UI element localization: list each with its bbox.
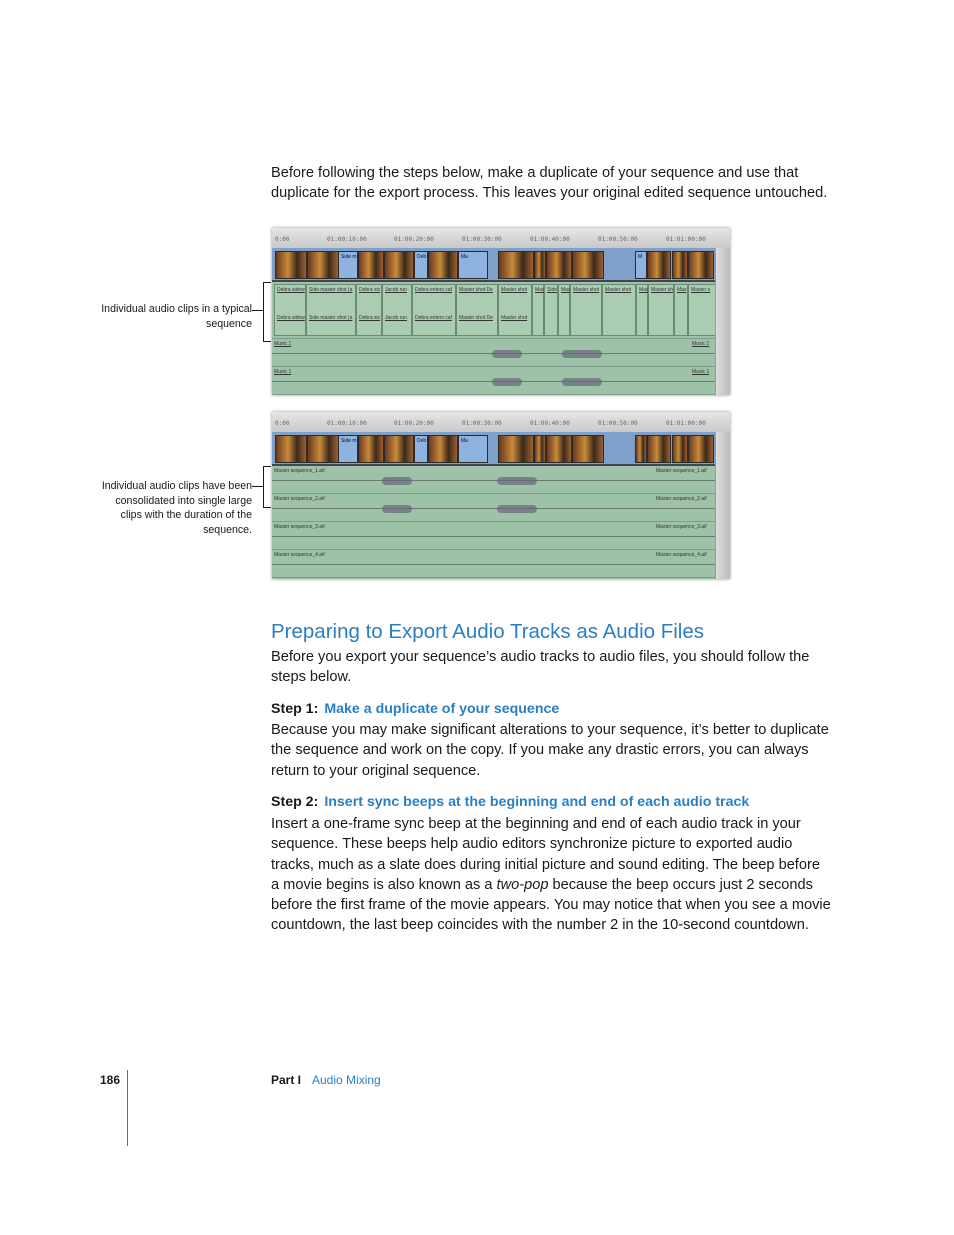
audio-clip: Master s — [688, 284, 716, 336]
video-clip — [534, 435, 546, 463]
video-clip — [275, 435, 307, 463]
audio-clip: Mas — [532, 284, 544, 336]
music-track-b: Music 1 Music 1 — [272, 367, 730, 395]
video-clip — [672, 251, 688, 279]
timeline-ruler: 0:00 01:00:10:00 01:00:20:00 01:00:30:00 01:00:40:00 01:00:50:00 01:01:00:00 — [272, 412, 730, 433]
video-clip — [635, 435, 647, 463]
video-clip — [534, 251, 546, 279]
video-clip — [358, 251, 384, 279]
figure1-callout: Individual audio clips in a typical sequence — [101, 303, 252, 330]
video-clip — [546, 251, 572, 279]
video-clip: M — [635, 251, 647, 279]
consolidated-track-1: Master sequence_1.aif Master sequence_1.aif — [272, 466, 730, 494]
audio-clip: Side — [544, 284, 558, 336]
video-clip: Ma — [458, 435, 488, 463]
page-number: 186 — [100, 1073, 121, 1087]
video-clip — [546, 435, 572, 463]
step-number: Step 1: — [271, 701, 319, 717]
timeline-scrollbar — [715, 248, 730, 395]
footer-part: Part I — [271, 1073, 302, 1087]
video-clip — [358, 435, 384, 463]
video-clip — [572, 435, 604, 463]
video-clip — [384, 251, 414, 279]
audio-clip: Master shot Master shot — [498, 284, 532, 336]
video-clip — [688, 435, 714, 463]
consolidated-track-4: Master sequence_4.aif Master sequence_4.aif — [272, 550, 730, 578]
video-clip — [307, 435, 339, 463]
audio-clip: Jacob run Jacob run — [382, 284, 412, 336]
audio-clip: Debra sic Debra sic — [356, 284, 382, 336]
timeline-ruler: 0:00 01:00:10:00 01:00:20:00 01:00:30:00 01:00:40:00 01:00:50:00 01:01:00:00 — [272, 228, 730, 249]
timeline-scrollbar — [715, 432, 730, 579]
video-clip: Side m — [338, 251, 358, 279]
video-clip — [498, 435, 534, 463]
music-track-a: Music 1 Music 1 — [272, 339, 730, 367]
video-clip: Side m — [338, 435, 358, 463]
step-2-body: Insert a one-frame sync beep at the beginning and end of each audio track in your sequence. These beeps help audio editors synchronize picture to exported audio tracks, much as a slate does during initial picture and sound editing. The beep before a movie begins is also known as a two-pop because the beep occurs just 2 seconds before the first frame of the movie appears. You may notice that when you see a movie countdown, the last beep coincides with the number 2 in the 10-second countdown. — [271, 816, 831, 934]
video-clip — [498, 251, 534, 279]
audio-clip: Master shot De Master shot De — [456, 284, 498, 336]
video-clip — [647, 435, 671, 463]
figure2-bracket — [263, 466, 271, 508]
audio-clip: Mas — [636, 284, 648, 336]
audio-clip: Side master shot (a Side master shot (a — [306, 284, 356, 336]
video-track — [272, 432, 730, 466]
video-clip — [307, 251, 339, 279]
consolidated-track-3: Master sequence_3.aif Master sequence_3.aif — [272, 522, 730, 550]
video-clip — [688, 251, 714, 279]
figure2-callout: Individual audio clips have been consolidated into single large clips with the duration of the sequence. — [101, 480, 252, 536]
audio-clip: Master shot — [570, 284, 602, 336]
audio-clip: Debra sidew Debra sidew — [274, 284, 306, 336]
video-clip: Deb — [414, 251, 428, 279]
section-heading: Preparing to Export Audio Tracks as Audio Files — [271, 620, 705, 643]
video-clip — [275, 251, 307, 279]
video-clip — [428, 435, 458, 463]
consolidated-track-2: Master sequence_2.aif Master sequence_2.aif — [272, 494, 730, 522]
step-number: Step 2: — [271, 794, 319, 810]
video-clip — [672, 435, 688, 463]
video-clip: Deb — [414, 435, 428, 463]
step-title: Insert sync beeps at the beginning and end of each audio track — [324, 794, 750, 810]
figure1-leader — [252, 310, 264, 311]
video-track — [272, 248, 730, 282]
step-2-heading — [271, 794, 749, 810]
footer-section: Audio Mixing — [312, 1073, 381, 1087]
video-clip — [384, 435, 414, 463]
audio-clip: Master shot — [602, 284, 636, 336]
two-pop-term: two-pop — [496, 876, 549, 893]
intro-paragraph: Before following the steps below, make a duplicate of your sequence and use that duplicate for the export process. This leaves your original edited sequence untouched. — [271, 165, 828, 202]
video-clip — [572, 251, 604, 279]
figure1-bracket — [263, 282, 271, 342]
figure2-leader — [252, 486, 264, 487]
step-1-heading — [271, 701, 559, 717]
step-title: Make a duplicate of your sequence — [324, 701, 560, 717]
video-clip — [647, 251, 671, 279]
audio-clip: Mas — [558, 284, 570, 336]
audio-clip: Mas — [674, 284, 688, 336]
timeline-screenshot-1 — [272, 228, 730, 395]
dialogue-audio-tracks — [272, 282, 730, 339]
timeline-screenshot-2 — [272, 412, 730, 579]
step-1-body: Because you may make significant alterations to your sequence, it’s better to duplicate the sequence and work on the copy. If you make any drastic errors, you can always return to your original sequence. — [271, 722, 829, 779]
audio-clip: Debra enters caf Debra enters caf — [412, 284, 456, 336]
video-clip — [428, 251, 458, 279]
audio-clip: Master sh — [648, 284, 674, 336]
footer-rule — [127, 1070, 128, 1146]
heading-paragraph: Before you export your sequence’s audio tracks to audio files, you should follow the steps below. — [271, 649, 810, 686]
video-clip: Ma — [458, 251, 488, 279]
